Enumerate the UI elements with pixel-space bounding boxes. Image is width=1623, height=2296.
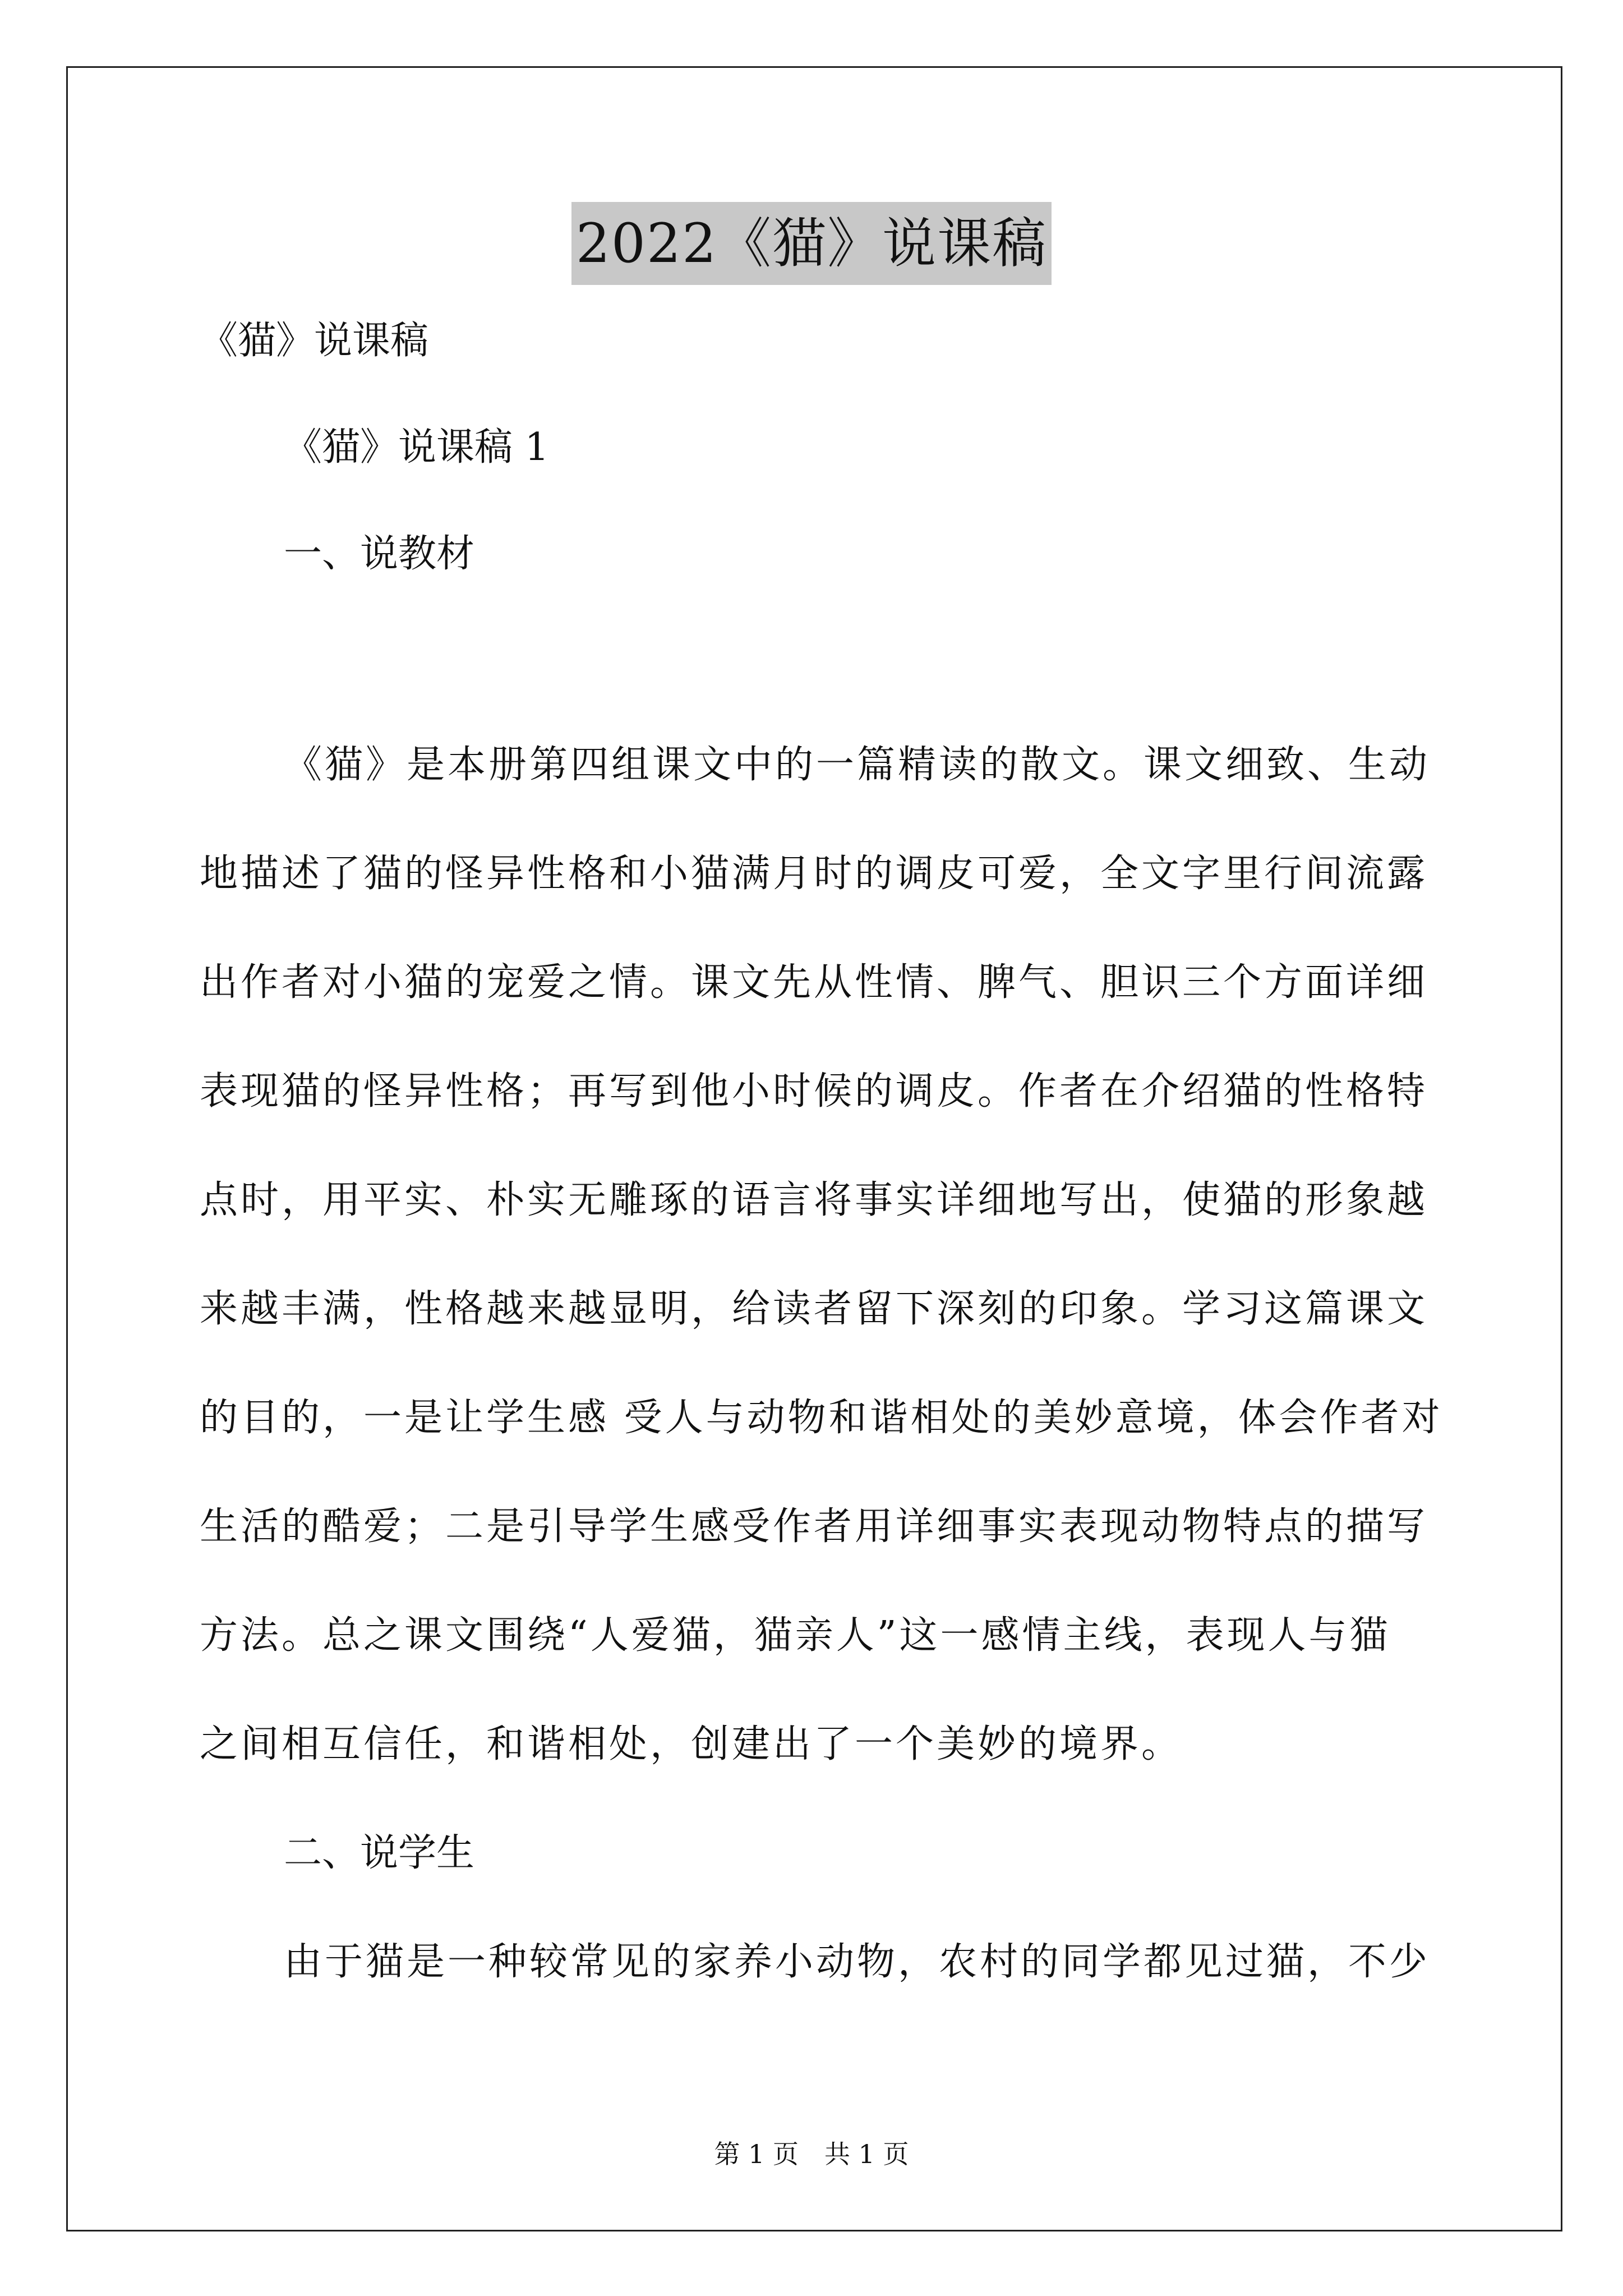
page-footer: 第 1 页 共 1 页 <box>714 2139 909 2169</box>
paragraph-line: 之间相互信任，和谐相处，创建出了一个美妙的境界。 <box>200 1722 1183 1766</box>
document-title: 2022《猫》说课稿 <box>571 202 1052 285</box>
paragraph-line: 方法。总之课文围绕“人爱猫，猫亲人”这一感情主线，表现人与猫 <box>200 1613 1391 1658</box>
paragraph-line: 表现猫的怪异性格；再写到他小时候的调皮。作者在介绍猫的性格特 <box>200 1069 1428 1114</box>
paragraph-line: 《猫》是本册第四组课文中的一篇精读的散文。课文细致、生动 <box>284 743 1431 787</box>
paragraph-line: 由于猫是一种较常见的家养小动物，农村的同学都见过猫，不少 <box>284 1940 1431 1984</box>
paragraph-line: 点时，用平实、朴实无雕琢的语言将事实详细地写出，使猫的形象越 <box>200 1178 1428 1222</box>
part2-heading: 二、说学生 <box>284 1831 475 1875</box>
doc-heading: 《猫》说课稿 <box>200 319 429 363</box>
paragraph-line: 的目的，一是让学生感 受人与动物和谐相处的美妙意境，体会作者对 <box>200 1396 1443 1440</box>
paragraph-line: 生活的酷爱；二是引导学生感受作者用详细事实表现动物特点的描写 <box>200 1504 1428 1549</box>
title-container <box>0 202 1623 285</box>
part1-paragraph <box>200 738 1443 1826</box>
paragraph-line: 出作者对小猫的宠爱之情。课文先从性情、脾气、胆识三个方面详细 <box>200 960 1428 1005</box>
paragraph-line: 地描述了猫的怪异性格和小猫满月时的调皮可爱，全文字里行间流露 <box>200 852 1428 896</box>
part2-paragraph <box>200 1935 1433 2044</box>
part1-heading: 一、说教材 <box>284 532 475 576</box>
paragraph-line: 来越丰满，性格越来越显明，给读者留下深刻的印象。学习这篇课文 <box>200 1287 1428 1331</box>
section-heading: 《猫》说课稿 1 <box>284 425 549 470</box>
document-body <box>200 314 1443 2044</box>
